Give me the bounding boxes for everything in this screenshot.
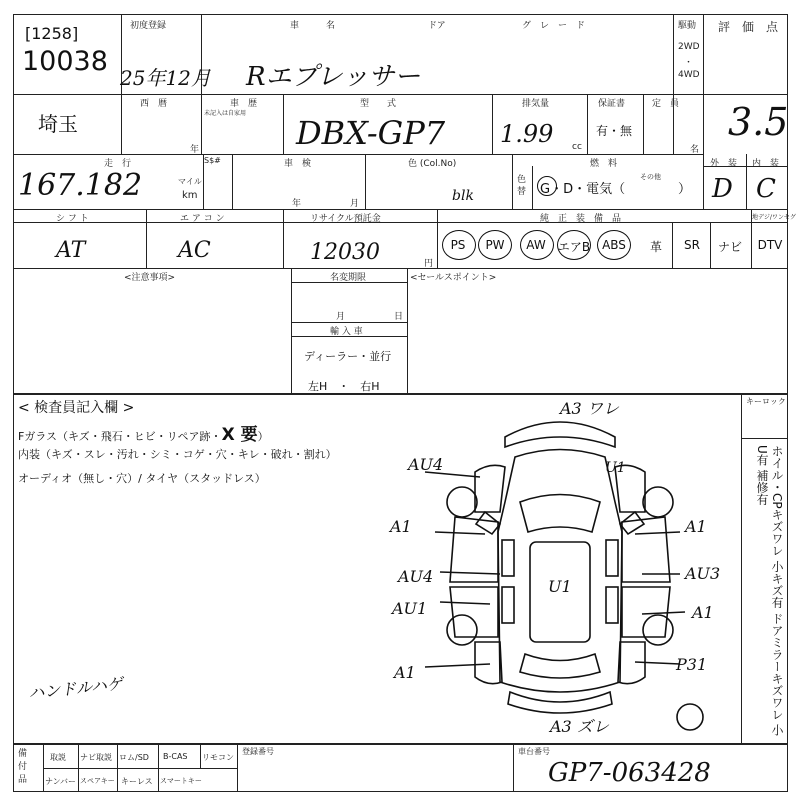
acc-remote: リモコン bbox=[202, 753, 234, 762]
equip-abs: ABS bbox=[602, 238, 626, 252]
fuel-close: ） bbox=[678, 182, 692, 197]
shift-label: シ フ ト bbox=[56, 214, 89, 224]
drive-label: 駆動 bbox=[678, 21, 697, 31]
mark-right-a1-1: A1 bbox=[685, 517, 707, 536]
capacity-label: 定 員 bbox=[652, 99, 680, 109]
equipment-corner: 地デジ/ワンセグ bbox=[752, 214, 796, 221]
keyless-label: キーロック bbox=[746, 397, 786, 406]
mileage-label: 走 行 bbox=[104, 159, 132, 169]
acc-keyless: キーレス bbox=[121, 777, 153, 786]
equip-pw-circle bbox=[478, 230, 512, 260]
caution-label: <注意事項> bbox=[124, 273, 176, 283]
first-registration-value: 25年12月 bbox=[120, 66, 211, 90]
warranty-value: 有・無 bbox=[596, 124, 633, 138]
vehicle-history-label: 車 歴 bbox=[230, 99, 258, 109]
sales-point-label: <セールスポイント> bbox=[410, 273, 497, 283]
name-change-label: 名変期限 bbox=[330, 273, 367, 283]
year-unit: 年 bbox=[190, 145, 200, 155]
equip-ps: PS bbox=[450, 238, 466, 252]
mark-center-u1: U1 bbox=[548, 577, 572, 596]
dealer-label: ディーラー・並行 bbox=[304, 350, 392, 363]
exterior-value: D bbox=[712, 174, 733, 204]
color-value: blk bbox=[452, 188, 474, 204]
recycle-value: 12030 bbox=[310, 240, 380, 265]
inspector-title: < 検査員記入欄 > bbox=[18, 400, 135, 416]
mileage-unit-mile: マイル bbox=[178, 177, 202, 186]
aircon-value: AC bbox=[178, 238, 211, 263]
mark-top: A3 ワレ bbox=[560, 399, 619, 418]
fuel-other: その他 bbox=[640, 173, 661, 181]
equip-abs-circle bbox=[597, 230, 631, 260]
mark-right-p31: P31 bbox=[676, 655, 708, 674]
acc-rom-sd: ロム/SD bbox=[119, 753, 149, 762]
car-diagram bbox=[380, 392, 740, 742]
displacement-label: 排気量 bbox=[522, 99, 550, 109]
displacement-value: 1.99 bbox=[500, 120, 554, 148]
inspection-year: 年 bbox=[292, 199, 302, 209]
mark-u1-top: U1 bbox=[605, 460, 626, 476]
mark-left-a1-2: A1 bbox=[394, 663, 416, 682]
equip-airbag: エアB bbox=[557, 240, 591, 254]
drive-4wd: 4WD bbox=[678, 70, 700, 80]
equip-sr: SR bbox=[684, 238, 700, 252]
acc-spare-key: スペアキー bbox=[80, 777, 115, 785]
equip-aw-circle bbox=[520, 230, 554, 260]
color-label: 色 (Col.No) bbox=[408, 159, 457, 169]
grade-label: グ レ ー ド bbox=[522, 21, 586, 31]
aircon-label: エ ア コ ン bbox=[180, 214, 225, 224]
acc-navi-manual: ナビ取説 bbox=[80, 753, 112, 762]
name-change-day: 日 bbox=[394, 312, 404, 322]
warranty-label: 保証書 bbox=[598, 99, 626, 109]
score-label: 評 価 点 bbox=[718, 20, 779, 34]
steering-label: 左H ・ 右H bbox=[308, 380, 380, 393]
drive-dot: ・ bbox=[684, 58, 694, 68]
handwritten-note: ハンドルハゲ bbox=[27, 674, 124, 703]
equip-ps-circle bbox=[442, 230, 476, 260]
fuel-gasoline-circle bbox=[537, 176, 557, 196]
equip-dtv: DTV bbox=[757, 238, 783, 252]
accessories-label: 備 付 品 bbox=[18, 749, 37, 785]
registration-label: 登録番号 bbox=[242, 747, 274, 756]
color-change-label: 色替 bbox=[517, 175, 527, 197]
fglass-line bbox=[18, 420, 269, 445]
acc-smart-key: スマートキー bbox=[160, 777, 202, 785]
acc-number: ナンバー bbox=[45, 777, 77, 786]
mark-right-au3: AU3 bbox=[685, 564, 721, 583]
region-value: 埼玉 bbox=[38, 112, 78, 136]
capacity-unit: 名 bbox=[690, 145, 700, 155]
first-registration-label: 初度登録 bbox=[130, 21, 167, 31]
equipment-label: 純 正 装 備 品 bbox=[540, 214, 622, 224]
shift-value: AT bbox=[56, 238, 86, 263]
interior-label: 内 装 bbox=[752, 159, 780, 169]
interior-line: 内装（キズ・スレ・汚れ・シミ・コゲ・穴・キレ・破れ・割れ） bbox=[18, 448, 337, 461]
doors-label: ドア bbox=[428, 21, 446, 31]
recycle-label: リサイクル預託金 bbox=[310, 214, 381, 224]
mileage-value: 167.182 bbox=[18, 168, 143, 203]
car-name-label: 車 名 bbox=[290, 21, 336, 31]
lot-number: 10038 bbox=[22, 46, 108, 77]
mark-left-au1: AU1 bbox=[392, 599, 428, 618]
inspection-label: 車 検 bbox=[284, 159, 312, 169]
era-label: 西 暦 bbox=[140, 99, 168, 109]
model-value: DBX-GP7 bbox=[296, 114, 446, 152]
interior-value: C bbox=[756, 174, 776, 204]
acc-bcas: B-CAS bbox=[163, 752, 188, 761]
mark-bottom: A3 ズレ bbox=[550, 717, 609, 736]
equip-airbag-circle bbox=[557, 230, 591, 260]
exterior-label: 外 装 bbox=[710, 159, 738, 169]
fglass-text: Fガラス（キズ・飛石・ヒビ・リペア跡・ bbox=[18, 430, 222, 443]
car-name-value: Rエプレッサー bbox=[246, 62, 421, 92]
fglass-close: ） bbox=[257, 430, 269, 443]
chassis-value: GP7-063428 bbox=[548, 758, 711, 788]
model-label: 型 式 bbox=[360, 99, 397, 109]
mark-left-au4: AU4 bbox=[398, 567, 434, 586]
fuel-label: 燃 料 bbox=[590, 159, 618, 169]
equip-pw: PW bbox=[485, 238, 505, 252]
name-change-month: 月 bbox=[336, 312, 346, 322]
chassis-label: 車台番号 bbox=[518, 747, 550, 756]
importer-label: 輸 入 車 bbox=[330, 327, 363, 337]
fglass-x: X 要 bbox=[221, 425, 258, 445]
fuel-options: G・D・電気（ bbox=[540, 182, 626, 197]
acc-manual: 取説 bbox=[50, 753, 66, 762]
displacement-unit: cc bbox=[572, 142, 582, 152]
mark-right-a1-2: A1 bbox=[692, 603, 714, 622]
recycle-unit: 円 bbox=[424, 259, 434, 269]
drive-2wd: 2WD bbox=[678, 42, 700, 52]
score-value: 3.5 bbox=[728, 100, 789, 144]
sflag-label: S$# bbox=[204, 156, 221, 165]
equip-navi: ナビ bbox=[717, 240, 742, 254]
equip-leather: 革 bbox=[649, 240, 662, 254]
wheel-note: ホイル・CPキズワレ 小キズ有 ドアミラーキズワレ 小U有 補修有 bbox=[755, 445, 784, 737]
inspection-month: 月 bbox=[350, 199, 360, 209]
audio-line: オーディオ（無し・穴）/ タイヤ（スタッドレス） bbox=[18, 472, 266, 485]
mileage-unit-km: km bbox=[182, 190, 198, 201]
mark-left-a1-1: A1 bbox=[390, 517, 412, 536]
lot-code: [1258] bbox=[25, 24, 79, 43]
equip-aw: AW bbox=[526, 238, 546, 252]
vehicle-history-note: 未記入は自家用 bbox=[204, 110, 247, 117]
mark-left-au4-top: AU4 bbox=[408, 455, 444, 474]
